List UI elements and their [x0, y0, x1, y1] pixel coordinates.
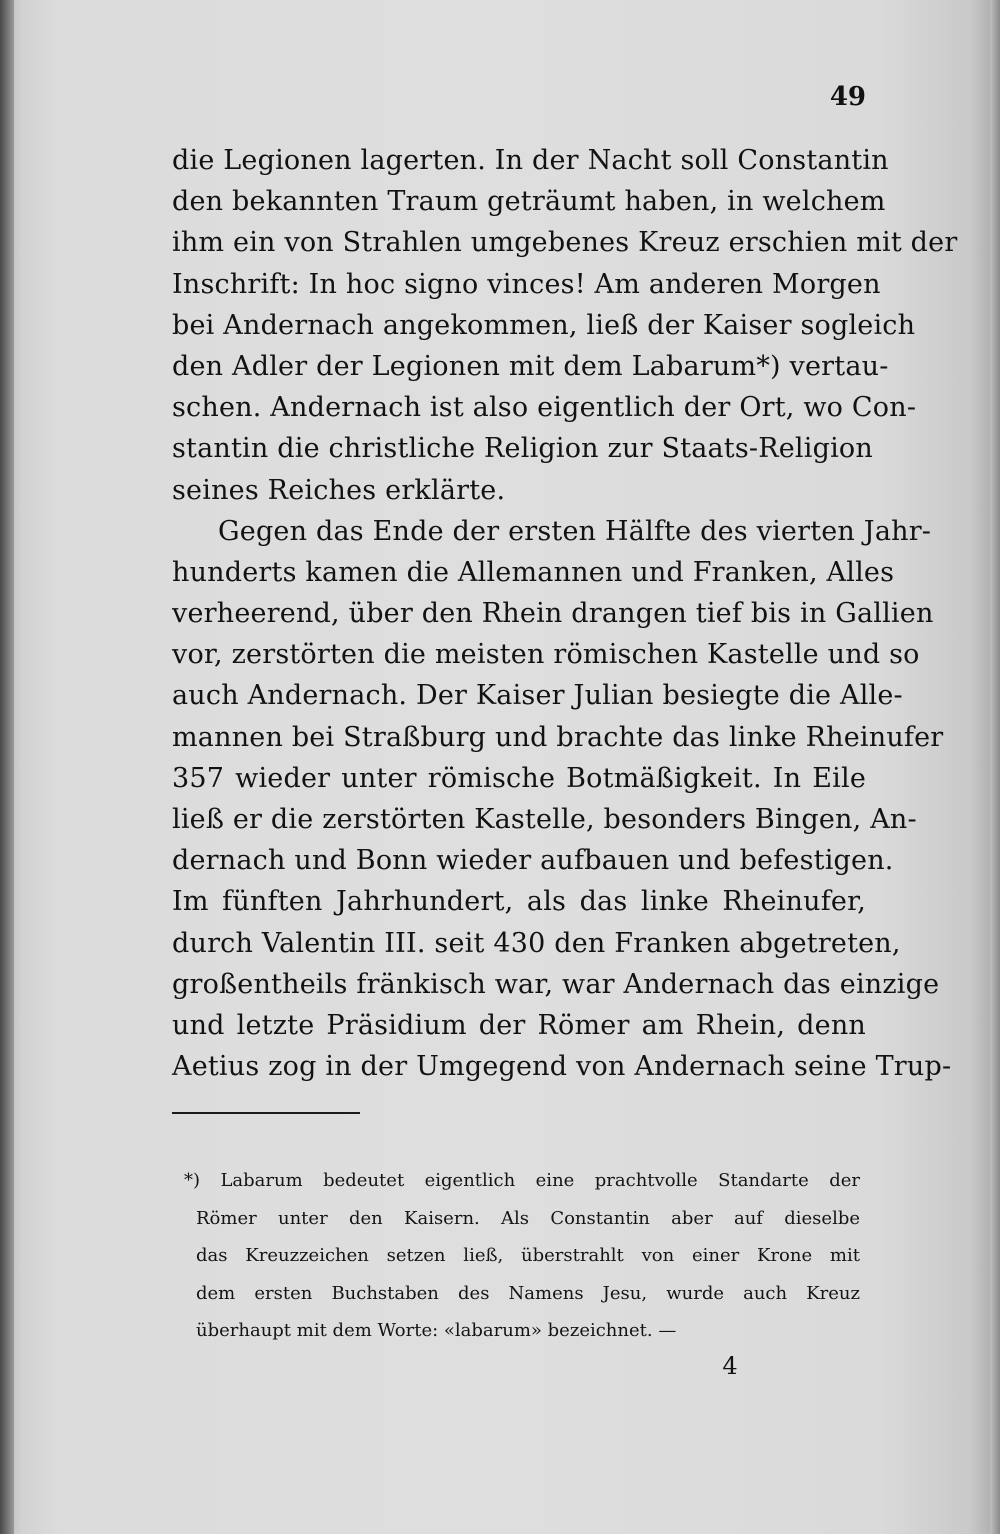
footnote-line: dem ersten Buchstaben des Namens Jesu, wurde auch Kreuz: [196, 1282, 860, 1304]
footnote: [184, 1162, 860, 1350]
text-line: den bekannten Traum geträumt haben, in welchem: [172, 186, 886, 218]
text-line: mannen bei Straßburg und brachte das linke Rheinufer: [172, 721, 944, 753]
text-line: dernach und Bonn wieder aufbauen und befestigen.: [172, 845, 894, 877]
signature-mark: 4: [722, 1352, 738, 1380]
text-line: bei Andernach angekommen, ließ der Kaiser sogleich: [172, 309, 916, 341]
text-line: den Adler der Legionen mit dem Labarum*) vertau-: [172, 350, 889, 382]
text-line: großentheils fränkisch war, war Andernach das einzige: [172, 968, 940, 1000]
page-gutter-shadow: [0, 0, 14, 1534]
text-line: ließ er die zerstörten Kastelle, besonders Bingen, An-: [172, 804, 917, 835]
text-line: Inschrift: In hoc signo vinces! Am anderen Morgen: [172, 268, 881, 300]
page-number: 49: [829, 82, 866, 112]
page-edge-shadow: [990, 0, 1000, 1534]
footnote-line: überhaupt mit dem Worte: «labarum» bezeichnet. —: [196, 1320, 677, 1341]
text-line: durch Valentin III. seit 430 den Franken abgetreten,: [172, 927, 901, 959]
text-line: 357 wieder unter römische Botmäßigkeit. In Eile: [172, 762, 866, 794]
text-line: verheerend, über den Rhein drangen tief bis in Gallien: [172, 598, 934, 630]
body-text: [172, 140, 958, 1087]
text-line: Gegen das Ende der ersten Hälfte des vierten Jahr-: [218, 515, 932, 547]
footnote-rule: [172, 1112, 360, 1114]
text-line: Aetius zog in der Umgegend von Andernach seine Trup-: [172, 1051, 952, 1083]
text-line: auch Andernach. Der Kaiser Julian besiegte die Alle-: [172, 680, 903, 712]
text-line: stantin die christliche Religion zur Staats-Religion: [172, 433, 873, 465]
footnote-line: das Kreuzzeichen setzen ließ, überstrahlt von einer Krone mit: [196, 1245, 860, 1266]
text-line: ihm ein von Strahlen umgebenes Kreuz erschien mit der: [172, 227, 958, 259]
text-line: hunderts kamen die Allemannen und Franken, Alles: [172, 556, 895, 588]
text-line: und letzte Präsidium der Römer am Rhein, denn: [172, 1009, 866, 1041]
text-line: vor, zerstörten die meisten römischen Kastelle und so: [172, 639, 920, 671]
text-line: seines Reiches erklärte.: [172, 474, 506, 506]
footnote-line: Römer unter den Kaisern. Als Constantin aber auf dieselbe: [196, 1207, 860, 1229]
footnote-line: *) Labarum bedeutet eigentlich eine prachtvolle Standarte der: [184, 1170, 860, 1191]
text-line: schen. Andernach ist also eigentlich der Ort, wo Con-: [172, 392, 917, 424]
text-line: Im fünften Jahrhundert, als das linke Rheinufer,: [172, 886, 866, 918]
text-line: die Legionen lagerten. In der Nacht soll Constantin: [172, 145, 889, 176]
